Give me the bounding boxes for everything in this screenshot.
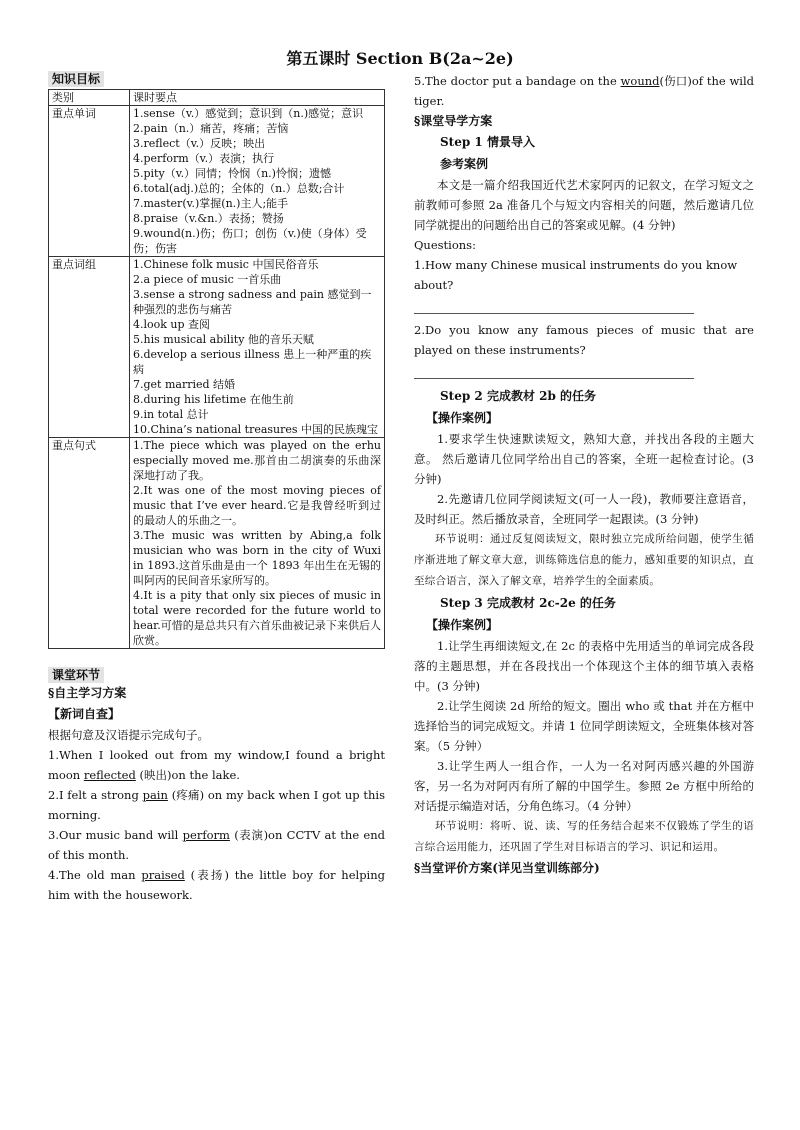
answer-word: pain xyxy=(142,788,168,802)
sentence-text: (表扬) the little boy for helping him with the housework. xyxy=(48,868,386,902)
left-column xyxy=(48,71,385,905)
knowledge-heading: 知识目标 xyxy=(48,71,104,87)
row-items xyxy=(130,257,385,438)
point-item: 8.during his lifetime 在他生前 xyxy=(133,393,294,406)
sentence-list xyxy=(414,71,754,111)
answer-word: wound xyxy=(620,74,660,88)
right-column xyxy=(414,71,754,878)
fill-sentence xyxy=(48,825,385,865)
fill-sentence xyxy=(48,745,385,785)
sentence-text: 3.Our music band will xyxy=(48,828,183,842)
row-category: 重点词组 xyxy=(49,257,130,438)
point-item: 2.It was one of the most moving pieces of music that I’ve ever heard.它是我曾经听到过的最动人的乐曲之一。 xyxy=(133,484,381,527)
table-header-category: 类别 xyxy=(49,90,130,106)
step2-paragraph-2: 2.先邀请几位同学阅读短文(可一人一段)，教师要注意语音，及时纠正。然后播放录音，全班同学一起跟读。(3 分钟) xyxy=(414,492,754,526)
answer-line xyxy=(414,295,694,314)
step3-note: 环节说明：将听、说、读、写的任务结合起来不仅锻炼了学生的语言综合运用能力，还巩固了学生对目标语言的学习、识记和运用。 xyxy=(414,820,754,853)
row-items xyxy=(130,438,385,649)
self-study-heading: §自主学习方案 xyxy=(48,686,127,700)
point-item: 10.China’s national treasures 中国的民族瑰宝 xyxy=(133,423,379,436)
page-title: 第五课时 Section B(2a~2e) xyxy=(286,49,514,68)
sentence-text: 5.The doctor put a bandage on the xyxy=(414,74,621,88)
fill-sentence xyxy=(48,785,385,825)
sentence-text: (伤口)of the wild tiger. xyxy=(414,74,755,108)
eval-heading: §当堂评价方案(详见当堂训练部分) xyxy=(414,861,600,875)
ref-case-heading: 参考案例 xyxy=(440,157,489,171)
sentence-text: (表演)on CCTV at the end of this month. xyxy=(48,828,385,862)
step1-heading: Step 1 情景导入 xyxy=(440,135,535,149)
row-category: 重点单词 xyxy=(49,106,130,257)
point-item: 4.It is a pity that only six pieces of music in total were recorded for the future world to hear.可惜的是总共只有六首乐曲被记录下来供后人欣赏。 xyxy=(133,589,381,647)
point-item: 7.get married 结婚 xyxy=(133,378,236,391)
point-item: 4.look up 查阅 xyxy=(133,318,211,331)
point-item: 6.total(adj.)总的；全体的（n.）总数;合计 xyxy=(133,182,345,195)
table-row xyxy=(49,257,385,438)
point-item: 1.Chinese folk music 中国民俗音乐 xyxy=(133,258,319,271)
fill-sentence xyxy=(48,865,385,905)
point-item: 1.The piece which was played on the erhu especially moved me.那首由二胡演奏的乐曲深深地打动了我。 xyxy=(133,439,381,482)
sentence-text: 1.When I looked out from my window,I found a bright moon xyxy=(48,748,385,782)
classroom-heading: 课堂环节 xyxy=(48,667,104,683)
question-1: 1.How many Chinese musical instruments do you know about? xyxy=(414,258,738,292)
sentence-text: 4.The old man xyxy=(48,868,142,882)
op-case-heading: 【操作案例】 xyxy=(426,618,499,632)
point-item: 7.master(v.)掌握(n.)主人;能手 xyxy=(133,197,289,210)
guide-heading: §课堂导学方案 xyxy=(414,114,493,128)
row-category: 重点句式 xyxy=(49,438,130,649)
step3-paragraph-1: 1.让学生再细读短文,在 2c 的表格中先用适当的单词完成各段落的主题思想，并在各段找出一个体现这个主体的细节填入表格中。(3 分钟) xyxy=(414,639,754,693)
step3-paragraph-3: 3.让学生两人一组合作，一人为一名对阿丙感兴趣的外国游客，另一名为对阿丙有所了解的中国学生。参照 2e 方框中所给的对话提示编造对话，分角色练习。（4 分钟） xyxy=(414,759,754,813)
table-row xyxy=(49,438,385,649)
step3-heading: Step 3 完成教材 2c-2e 的任务 xyxy=(440,596,616,610)
table-row xyxy=(49,106,385,257)
point-item: 3.sense a strong sadness and pain 感觉到一种强烈的悲伤与痛苦 xyxy=(133,288,372,316)
point-item: 8.praise（v.&n.）表扬；赞扬 xyxy=(133,212,284,225)
instruction-text: 根据句意及汉语提示完成句子。 xyxy=(48,728,209,742)
point-item: 1.sense（v.）感觉到；意识到（n.)感觉；意识 xyxy=(133,107,364,120)
answer-word: reflected xyxy=(83,768,136,782)
step2-paragraph-1: 1.要求学生快速默读短文，熟知大意，并找出各段的主题大意。 然后邀请几位同学给出自己的答案，全班一起检查讨论。(3 分钟) xyxy=(414,432,754,486)
point-item: 3.reflect（v.）反映；映出 xyxy=(133,137,266,150)
step2-note: 环节说明：通过反复阅读短文，限时独立完成所给问题，使学生循序渐进地了解文章大意，训练筛选信息的能力，感知重要的知识点，直至综合语言，深入了解文章，培养学生的全面素质。 xyxy=(414,533,754,587)
point-item: 2.pain（n.）痛苦，疼痛；苦恼 xyxy=(133,122,289,135)
table-header-row xyxy=(49,90,385,106)
question-2: 2.Do you know any famous pieces of music that are played on these instruments? xyxy=(414,323,754,357)
knowledge-table xyxy=(48,89,385,649)
point-item: 5.pity（v.）同情；怜悯（n.)怜悯；遗憾 xyxy=(133,167,331,180)
point-item: 6.develop a serious illness 患上一种严重的疾病 xyxy=(133,348,372,376)
new-words-heading: 【新词自查】 xyxy=(48,707,121,721)
point-item: 9.in total 总计 xyxy=(133,408,209,421)
sentence-text: (映出)on the lake. xyxy=(135,768,240,782)
sentence-text: 2.I felt a strong xyxy=(48,788,143,802)
table-header-points: 课时要点 xyxy=(130,90,385,106)
answer-word: praised xyxy=(141,868,185,882)
answer-word: perform xyxy=(182,828,230,842)
point-item: 5.his musical ability 他的音乐天赋 xyxy=(133,333,314,346)
step3-paragraph-2: 2.让学生阅读 2d 所给的短文。圈出 who 或 that 并在方框中选择恰当的词完成短文。并请 1 位同学朗读短文，全班集体核对答案。（5 分钟） xyxy=(414,699,754,753)
questions-label: Questions: xyxy=(414,238,476,252)
answer-line xyxy=(414,360,694,379)
row-items xyxy=(130,106,385,257)
sentence-list xyxy=(48,745,385,905)
point-item: 2.a piece of music 一首乐曲 xyxy=(133,273,282,286)
op-case-heading: 【操作案例】 xyxy=(426,411,499,425)
point-item: 9.wound(n.)伤；伤口；创伤（v.)使（身体）受伤；伤害 xyxy=(133,227,367,255)
point-item: 3.The music was written by Abing,a folk musician who was born in the city of Wuxi in 1893.这首乐曲是由一个 1893 年出生在无锡的叫阿丙的民间音乐家所写的。 xyxy=(133,529,381,587)
sentence-text: (疼痛) on my back when I got up this morning. xyxy=(48,788,385,822)
step2-heading: Step 2 完成教材 2b 的任务 xyxy=(440,389,597,403)
intro-paragraph: 本文是一篇介绍我国近代艺术家阿丙的记叙文，在学习短文之前教师可参照 2a 准备几个与短文内容相关的问题，然后邀请几位同学就提出的问题给出自己的答案或见解。(4 分钟) xyxy=(414,178,754,232)
point-item: 4.perform（v.）表演；执行 xyxy=(133,152,275,165)
fill-sentence xyxy=(414,71,754,111)
